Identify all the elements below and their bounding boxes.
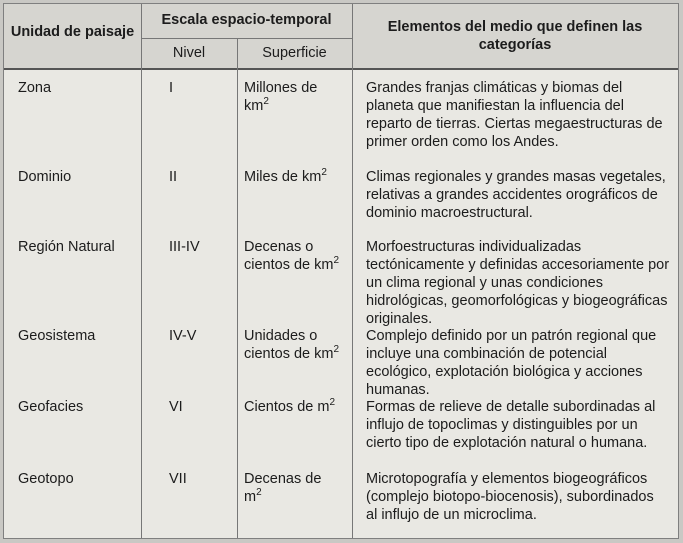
surface-exponent: 2: [329, 397, 335, 408]
column-divider: [237, 38, 238, 538]
row-level: II: [169, 169, 178, 185]
header-scale: Escala espacio-temporal: [161, 12, 332, 28]
row-elements: Complejo definido por un patrón regional que incluye una combinación de potencial ecológico, explotación biológica y acciones humanas.: [366, 328, 657, 398]
row-level: III-IV: [169, 239, 200, 255]
row-level: VI: [169, 399, 183, 415]
row-level: VII: [169, 471, 187, 487]
surface-text: Decenas o: [244, 239, 314, 255]
row-unit: Geofacies: [18, 399, 84, 415]
surface-text: Millones de: [244, 80, 318, 96]
row-elements: Microtopografía y elementos biogeográficos (complejo biotopo-biocenosis), subordinados al influjo de un microclima.: [366, 471, 654, 523]
column-divider: [141, 4, 142, 538]
surface-unit: m: [244, 489, 257, 505]
row-elements: Grandes franjas climáticas y biomas del planeta que manifiestan la influencia del reparto de tierras. Ciertas megaestructuras de primer orden como los Andes.: [366, 80, 663, 150]
column-divider: [352, 4, 353, 538]
header-level: Nivel: [172, 45, 206, 61]
row-level: I: [169, 80, 174, 96]
header-surface: Superficie: [262, 45, 327, 61]
surface-exponent: 2: [263, 96, 269, 107]
row-unit: Zona: [18, 80, 52, 96]
surface-exponent: 2: [333, 255, 340, 266]
row-unit: Dominio: [18, 169, 72, 185]
surface-text: Unidades o: [244, 328, 318, 344]
row-surface: [244, 238, 350, 274]
row-unit: Geotopo: [18, 471, 74, 487]
row-surface: [244, 168, 350, 186]
row-level: IV-V: [169, 328, 197, 344]
header-elements: Elementos del medio que definen las categorías: [387, 19, 643, 53]
row-unit: Región Natural: [18, 239, 115, 255]
surface-text: Decenas de: [244, 471, 322, 487]
surface-unit: km: [244, 98, 264, 114]
row-surface: [244, 470, 350, 506]
surface-text: Miles de km: [244, 169, 322, 185]
surface-unit: cientos de km: [244, 257, 334, 273]
row-surface: [244, 327, 350, 363]
surface-exponent: 2: [256, 487, 262, 498]
landscape-units-table: [3, 3, 679, 539]
surface-exponent: 2: [333, 344, 340, 355]
row-elements: Formas de relieve de detalle subordinadas al influjo de topoclimas y distinguibles por un cierto tipo de explotación natural o humana.: [366, 399, 656, 451]
surface-text: Cientos de m: [244, 399, 330, 415]
surface-exponent: 2: [321, 167, 327, 178]
surface-unit: cientos de km: [244, 346, 334, 362]
header-divider: [141, 38, 352, 39]
header-unit: Unidad de paisaje: [10, 24, 135, 40]
row-surface: [244, 79, 350, 115]
row-unit: Geosistema: [18, 328, 96, 344]
row-surface: [244, 398, 350, 416]
row-elements: Morfoestructuras individualizadas tectónicamente y definidas accesoriamente por un clima regional y unas condiciones hidrológicas, geomorfológicas y biogeográficas originales.: [366, 239, 670, 327]
row-elements: Climas regionales y grandes masas vegetales, relativas a grandes accidentes orográficos de dominio macroestructural.: [366, 169, 666, 221]
